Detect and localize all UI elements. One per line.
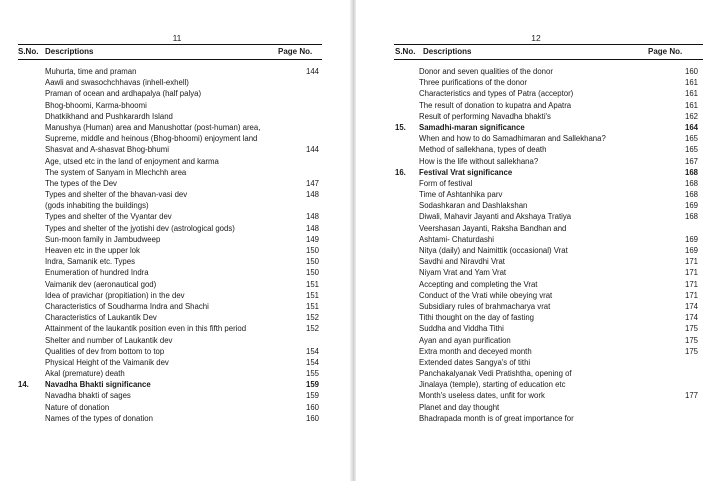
table-row xyxy=(395,66,698,77)
header-top-rule xyxy=(394,44,703,45)
description-cell: Conduct of the Vrati while obeying vrat xyxy=(419,290,553,300)
table-row xyxy=(395,402,695,413)
description-cell: Bhadrapada month is of great importance for xyxy=(419,413,574,423)
table-row xyxy=(18,88,318,99)
column-header-descriptions: Descriptions xyxy=(45,47,94,56)
table-row xyxy=(18,66,318,77)
description-cell: Panchakalyanak Vedi Pratishtha, opening of xyxy=(419,369,572,379)
table-row xyxy=(18,223,318,234)
header-bottom-rule xyxy=(394,59,703,60)
table-row xyxy=(18,290,318,301)
table-row xyxy=(395,211,698,222)
table-row xyxy=(395,312,698,323)
page-no-cell: 160 xyxy=(305,402,319,412)
page-no-cell: 169 xyxy=(684,234,698,244)
description-cell: Characteristics of Soudharma Indra and Shachi xyxy=(45,301,209,311)
page-no-cell: 175 xyxy=(684,335,698,345)
table-row xyxy=(18,256,318,267)
description-cell: Manushya (Human) area and Manushottar (post-human) area, xyxy=(45,122,261,132)
table-row xyxy=(395,390,698,401)
description-cell: Akal (premature) death xyxy=(45,369,125,379)
description-cell: How is the life without sallekhana? xyxy=(419,156,539,166)
chapter-row xyxy=(395,122,698,133)
table-row xyxy=(395,111,698,122)
table-row xyxy=(395,88,698,99)
table-row xyxy=(18,167,318,178)
table-row xyxy=(395,301,698,312)
page-no-cell: 165 xyxy=(684,134,698,144)
description-cell: Ayan and ayan purification xyxy=(419,335,511,345)
table-row xyxy=(18,200,318,211)
description-cell: Heaven etc in the upper lok xyxy=(45,246,140,255)
page-no-cell: 152 xyxy=(305,324,319,334)
description-cell: Dhatkikhand and Pushkarardh Island xyxy=(45,111,173,121)
description-cell: Extra month and deceyed month xyxy=(419,346,532,356)
page-no-cell: 174 xyxy=(684,301,698,311)
table-row xyxy=(395,323,698,334)
description-cell: Donor and seven qualities of the donor xyxy=(419,67,553,76)
header-bottom-rule xyxy=(18,59,322,60)
description-cell: Method of sallekhana, types of death xyxy=(419,145,547,155)
table-row xyxy=(18,323,318,334)
table-row xyxy=(18,100,318,111)
page-no-cell: 150 xyxy=(305,246,319,255)
page-no-cell: 161 xyxy=(684,100,698,110)
description-cell: Types and shelter of the jyotishi dev (astrological gods) xyxy=(45,223,235,233)
description-cell: Accepting and completing the Vrat xyxy=(419,279,538,289)
page-no-cell: 162 xyxy=(684,111,698,121)
column-header-page-no: Page No. xyxy=(648,47,683,56)
description-cell: Sun-moon family in Jambudweep xyxy=(45,234,161,244)
description-cell: The result of donation to kupatra and Apatra xyxy=(419,100,572,110)
page-12 xyxy=(356,0,712,481)
page-no-cell: 168 xyxy=(684,167,698,177)
page-no-cell: 167 xyxy=(684,156,698,166)
page-no-cell: 159 xyxy=(305,391,319,401)
column-header-sno: S.No. xyxy=(18,47,39,56)
page-no-cell: 159 xyxy=(305,380,319,390)
table-row xyxy=(395,200,698,211)
description-cell: Savdhi and Niravdhi Vrat xyxy=(419,257,505,267)
table-row xyxy=(18,335,318,346)
column-header-descriptions: Descriptions xyxy=(423,47,472,56)
table-row xyxy=(18,267,318,278)
description-cell: Nature of donation xyxy=(45,402,110,412)
chapter-row xyxy=(18,379,318,390)
description-cell: Time of Ashtanhika parv xyxy=(419,190,503,200)
table-row xyxy=(18,346,318,357)
table-row xyxy=(18,301,318,312)
description-cell: Sodashkaran and Dashlakshan xyxy=(419,201,528,211)
page-no-cell: 171 xyxy=(684,257,698,267)
table-row xyxy=(18,77,318,88)
table-row xyxy=(395,368,695,379)
table-row xyxy=(18,133,318,144)
description-cell: Veershasan Jayanti, Raksha Bandhan and xyxy=(419,223,567,233)
table-row xyxy=(395,144,698,155)
page-no-cell: 168 xyxy=(684,190,698,200)
table-row xyxy=(18,279,318,290)
description-cell: The system of Sanyam in Mlechchh area xyxy=(45,167,187,177)
page-no-cell: 161 xyxy=(684,78,698,88)
contents-list xyxy=(18,66,318,424)
description-cell: Suddha and Viddha Tithi xyxy=(419,324,504,334)
sno-cell: 16. xyxy=(395,167,406,177)
description-cell: Age, utsed etc in the land of enjoyment and karma xyxy=(45,156,219,166)
page-no-cell: 149 xyxy=(305,234,319,244)
table-row xyxy=(18,402,318,413)
table-row xyxy=(18,178,318,189)
table-row xyxy=(18,245,318,256)
description-cell: Shelter and number of Laukantik dev xyxy=(45,335,173,345)
column-header-page-no: Page No. xyxy=(278,47,313,56)
description-cell: Diwali, Mahavir Jayanti and Akshaya Tratiya xyxy=(419,212,572,222)
description-cell: Aawli and swasochchhavas (inhell-exhell) xyxy=(45,78,189,88)
page-no-cell: 175 xyxy=(684,324,698,334)
table-row xyxy=(18,368,318,379)
description-cell: Result of performing Navadha bhakti's xyxy=(419,111,551,121)
description-cell: The types of the Dev xyxy=(45,178,117,188)
table-row xyxy=(395,245,698,256)
table-row xyxy=(395,156,698,167)
page-no-cell: 175 xyxy=(684,346,698,356)
description-cell: Extended dates Sangya's of tithi xyxy=(419,357,531,367)
page-no-cell: 144 xyxy=(305,67,319,76)
description-cell: Vaimanik dev (aeronautical god) xyxy=(45,279,157,289)
table-row xyxy=(18,357,318,368)
page-no-cell: 164 xyxy=(684,122,698,132)
description-cell: Jinalaya (temple), starting of education etc xyxy=(419,380,566,390)
contents-list xyxy=(395,66,698,424)
page-no-cell: 148 xyxy=(305,190,319,200)
description-cell: Subsidiary rules of brahmacharya vrat xyxy=(419,301,551,311)
page-no-cell: 148 xyxy=(305,223,319,233)
description-cell: Form of festival xyxy=(419,178,473,188)
description-cell: Shasvat and A-shasvat Bhog-bhumi xyxy=(45,145,169,155)
page-no-cell: 171 xyxy=(684,268,698,278)
table-row xyxy=(395,379,695,390)
page-no-cell: 160 xyxy=(684,67,698,76)
description-cell: Qualities of dev from bottom to top xyxy=(45,346,165,356)
description-cell: Characteristics and types of Patra (acceptor) xyxy=(419,89,574,99)
page-no-cell: 171 xyxy=(684,279,698,289)
description-cell: Attainment of the laukantik position even in this fifth period xyxy=(45,324,247,334)
description-cell: Types and shelter of the bhavan-vasi dev xyxy=(45,190,188,200)
description-cell: Types and shelter of the Vyantar dev xyxy=(45,212,172,222)
chapter-row xyxy=(395,167,698,178)
table-row xyxy=(395,223,695,234)
page-no-cell: 161 xyxy=(684,89,698,99)
description-cell: Planet and day thought xyxy=(419,402,500,412)
table-row xyxy=(395,335,698,346)
description-cell: Navadha Bhakti significance xyxy=(45,380,151,390)
table-row xyxy=(18,413,318,424)
description-cell: Three purifications of the donor xyxy=(419,78,527,88)
page-no-cell: 174 xyxy=(684,313,698,323)
description-cell: (gods inhabiting the buildings) xyxy=(45,201,149,211)
table-row xyxy=(18,144,318,155)
page-no-cell: 144 xyxy=(305,145,319,155)
page-no-cell: 151 xyxy=(305,279,319,289)
header-top-rule xyxy=(18,44,322,45)
table-row xyxy=(395,234,698,245)
description-cell: Indra, Samanik etc. Types xyxy=(45,257,135,267)
table-row xyxy=(18,234,318,245)
description-cell: Festival Vrat significance xyxy=(419,167,513,177)
page-no-cell: 169 xyxy=(684,246,698,255)
table-row xyxy=(395,189,698,200)
table-row xyxy=(395,290,698,301)
page-no-cell: 169 xyxy=(684,201,698,211)
page-no-cell: 168 xyxy=(684,212,698,222)
page-no-cell: 165 xyxy=(684,145,698,155)
table-row xyxy=(18,390,318,401)
sno-cell: 14. xyxy=(18,380,29,390)
page-no-cell: 177 xyxy=(684,391,698,401)
description-cell: Idea of pravichar (propitiation) in the dev xyxy=(45,290,185,300)
description-cell: Month's useless dates, unfit for work xyxy=(419,391,545,401)
table-row xyxy=(395,267,698,278)
page-no-cell: 154 xyxy=(305,346,319,356)
description-cell: Niyam Vrat and Yam Vrat xyxy=(419,268,507,278)
page-11 xyxy=(0,0,350,481)
page-no-cell: 150 xyxy=(305,257,319,267)
page-no-cell: 154 xyxy=(305,357,319,367)
table-row xyxy=(395,256,698,267)
page-no-cell: 151 xyxy=(305,290,319,300)
page-no-cell: 148 xyxy=(305,212,319,222)
description-cell: Names of the types of donation xyxy=(45,413,153,423)
description-cell: Ashtami- Chaturdashi xyxy=(419,234,494,244)
table-row xyxy=(18,189,318,200)
page-no-cell: 155 xyxy=(305,369,319,379)
table-row xyxy=(395,77,698,88)
table-row xyxy=(395,279,698,290)
table-row xyxy=(395,100,698,111)
description-cell: When and how to do Samadhimaran and Sallekhana? xyxy=(419,134,606,144)
page-no-cell: 147 xyxy=(305,178,319,188)
table-row xyxy=(395,346,698,357)
table-row xyxy=(395,413,695,424)
table-row xyxy=(395,357,695,368)
description-cell: Supreme, middle and heinous (Bhog-bhoomi) enjoyment land xyxy=(45,134,258,144)
sno-cell: 15. xyxy=(395,122,406,132)
column-header-sno: S.No. xyxy=(395,47,416,56)
page-no-cell: 168 xyxy=(684,178,698,188)
page-number: 11 xyxy=(172,33,182,43)
table-row xyxy=(395,133,698,144)
page-no-cell: 171 xyxy=(684,290,698,300)
description-cell: Nitya (daily) and Naimittik (occasional) Vrat xyxy=(419,246,568,255)
description-cell: Muhurta, time and praman xyxy=(45,67,137,76)
table-row xyxy=(18,122,318,133)
description-cell: Enumeration of hundred Indra xyxy=(45,268,149,278)
table-row xyxy=(18,312,318,323)
page-no-cell: 160 xyxy=(305,413,319,423)
page-no-cell: 151 xyxy=(305,301,319,311)
description-cell: Physical Height of the Vaimanik dev xyxy=(45,357,169,367)
page-number: 12 xyxy=(531,33,541,43)
description-cell: Navadha bhakti of sages xyxy=(45,391,131,401)
description-cell: Characteristics of Laukantik Dev xyxy=(45,313,157,323)
page-no-cell: 152 xyxy=(305,313,319,323)
page-no-cell: 150 xyxy=(305,268,319,278)
description-cell: Bhog-bhoomi, Karma-bhoomi xyxy=(45,100,147,110)
description-cell: Tithi thought on the day of fasting xyxy=(419,313,535,323)
description-cell: Samadhi-maran significance xyxy=(419,122,525,132)
table-row xyxy=(18,211,318,222)
description-cell: Praman of ocean and ardhapalya (half palya) xyxy=(45,89,202,99)
table-row xyxy=(395,178,698,189)
table-row xyxy=(18,156,318,167)
table-row xyxy=(18,111,318,122)
